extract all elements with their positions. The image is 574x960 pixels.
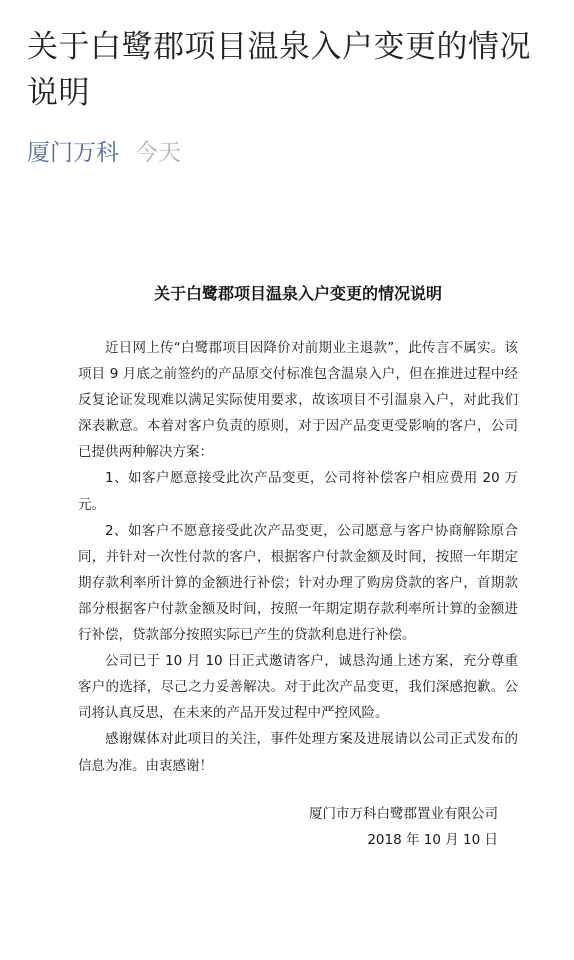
author-link[interactable]: 厦门万科 (27, 140, 119, 166)
notice-paragraph-1: 近日网上传“白鹭郡项目因降价对前期业主退款”，此传言不属实。该项目 9 月底之前签约的产品原交付标准包含温泉入户，但在推进过程中经反复论证发现难以满足实际使用要求，故该项目不引温泉入户，对此我们深表歉意。本着对客户负责的原则，对于因产品变更受影响的客户，公司已提供两种解决方案： (78, 340, 518, 461)
signature-date: 2018 年 10 月 10 日 (367, 831, 498, 848)
article-header (27, 24, 557, 168)
notice-image (78, 282, 518, 853)
notice-paragraph-4: 公司已于 10 月 10 日正式邀请客户，诚恳沟通上述方案，充分尊重客户的选择，尽己之力妥善解决。对于此次产品变更，我们深感抱歉。公司将认真反思，在未来的产品开发过程中严控风险。 (78, 653, 518, 722)
publish-date: 今天 (135, 140, 181, 166)
notice-title: 关于白鹭郡项目温泉入户变更的情况说明 (153, 284, 442, 303)
notice-paragraph-5: 感谢媒体对此项目的关注，事件处理方案及进展请以公司正式发布的信息为准。由衷感谢！ (78, 731, 518, 774)
notice-paragraph-2: 1、如客户愿意接受此次产品变更，公司将补偿客户相应费用 20 万元。 (78, 470, 518, 513)
article-meta (27, 138, 557, 168)
notice-signature (78, 801, 518, 853)
signature-company: 厦门市万科白鹭郡置业有限公司 (309, 805, 498, 822)
notice-paragraph-3: 2、如客户不愿意接受此次产品变更，公司愿意与客户协商解除原合同，并针对一次性付款的客户，根据客户付款金额及时间，按照一年期定期存款利率所计算的金额进行补偿；针对办理了购房贷款的客户，首期款部分根据客户付款金额及时间，按照一年期定期存款利率所计算的金额进行补偿，贷款部分按照实际已产生的贷款利息进行补偿。 (78, 522, 518, 644)
article-title: 关于白鹭郡项目温泉入户变更的情况说明 (27, 29, 531, 111)
